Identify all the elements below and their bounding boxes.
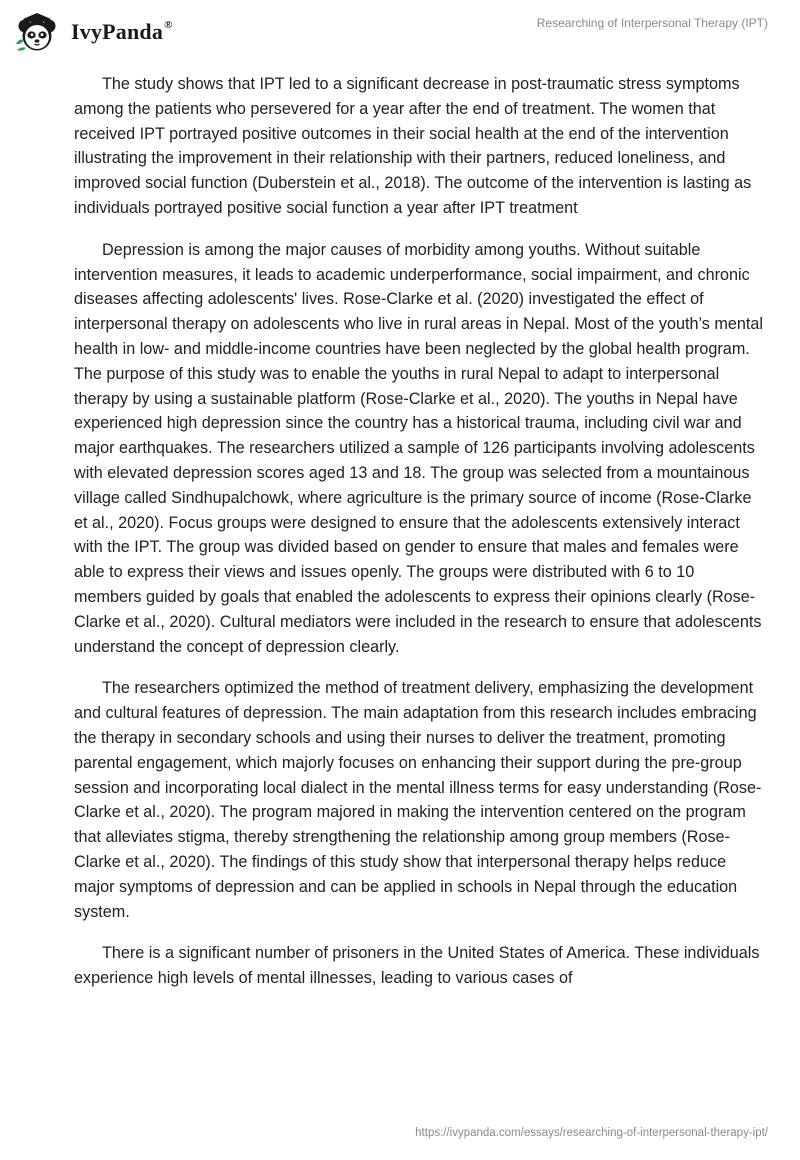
essay-body [74,72,764,1008]
paragraph: The study shows that IPT led to a significant decrease in post-traumatic stress symptoms among the patients who persevered for a year after the end of treatment. The women that received IPT portrayed positive outcomes in their social health at the end of the intervention illustrating the improvement in their relationship with their partners, reduced loneliness, and improved social function (Duberstein et al., 2018). The outcome of the intervention is lasting as individuals portrayed positive social function a year after IPT treatment [74,75,752,217]
panda-graduate-icon [13,10,65,54]
source-url-link[interactable]: https://ivypanda.com/essays/researching-of-interpersonal-therapy-ipt/ [415,1127,768,1139]
document-title: Researching of Interpersonal Therapy (IPT) [536,16,768,30]
paragraph: Depression is among the major causes of morbidity among youths. Without suitable intervention measures, it leads to academic underperformance, social impairment, and chronic diseases affecting adolescents' lives. Rose-Clarke et al. (2020) investigated the effect of interpersonal therapy on adolescents who live in rural areas in Nepal. Most of the youth’s mental health in low- and middle-income countries have been neglected by the global health program. The purpose of this study was to enable the youths in rural Nepal to adapt to interpersonal therapy by using a sustainable platform (Rose-Clarke et al., 2020). The youths in Nepal have experienced high depression since the country has a historical trauma, including civil war and major earthquakes. The researchers utilized a sample of 126 participants involving adolescents with elevated depression scores aged 13 and 18. The group was selected from a mountainous village called Sindhupalchowk, where agriculture is the primary source of income (Rose-Clarke et al., 2020). Focus groups were designed to ensure that the adolescents extensively interact with the IPT. The group was divided based on gender to ensure that males and females were able to express their views and issues openly. The groups were distributed with 6 to 10 members guided by goals that enabled the adolescents to express their opinions clearly (Rose-Clarke et al., 2020). Cultural mediators were included in the research to ensure that adolescents understand the concept of depression clearly. [74,240,763,656]
brand-name [71,19,173,45]
brand-name-text: IvyPanda [71,19,164,44]
site-logo[interactable] [13,8,173,56]
paragraph: The researchers optimized the method of treatment delivery, emphasizing the development and cultural features of depression. The main adaptation from this research includes embracing the therapy in secondary schools and using their nurses to deliver the treatment, promoting parental engagement, which majorly focuses on enhancing their support during the pre-group session and incorporating local dialect in the mental illness terms for easy understanding (Rose-Clarke et al., 2020). The program majored in making the intervention centered on the program that alleviates stigma, thereby strengthening the relationship among group members (Rose-Clarke et al., 2020). The findings of this study show that interpersonal therapy helps reduce major symptoms of depression and can be applied in schools in Nepal through the education system. [74,679,762,921]
paragraph: There is a significant number of prisoners in the United States of America. These individuals experience high levels of mental illnesses, leading to various cases of [74,944,760,988]
registered-mark: ® [164,18,173,31]
